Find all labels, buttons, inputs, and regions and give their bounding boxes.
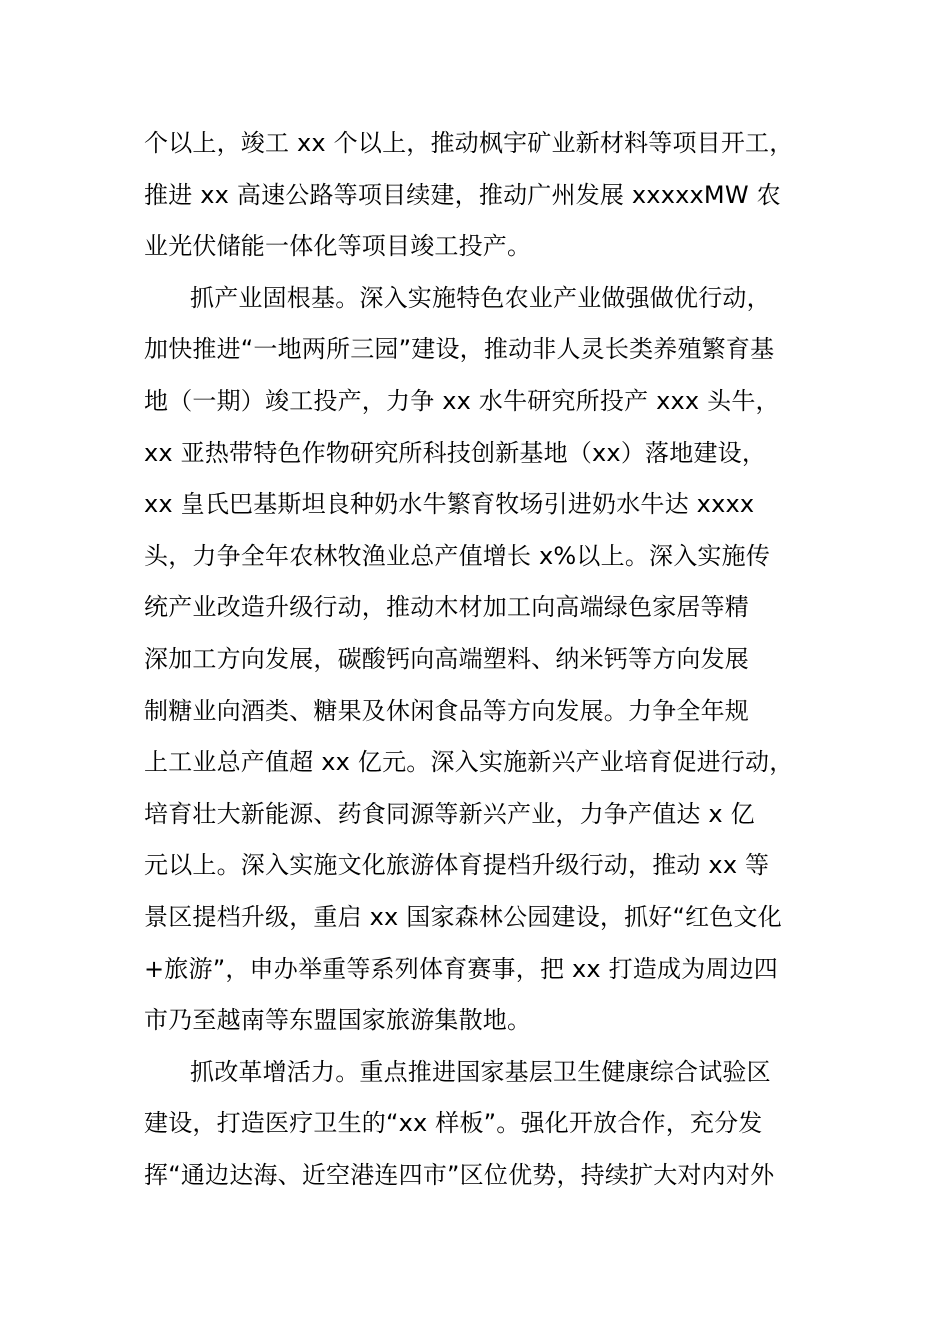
text-line: 挥“通边达海、近空港连四市”区位优势，持续扩大对内对外 — [144, 1160, 775, 1189]
text-line: 上工业总产值超 xx 亿元。深入实施新兴产业培育促进行动， — [144, 748, 794, 777]
paragraph-start-line: 抓改革增活力。重点推进国家基层卫生健康综合试验区 — [190, 1057, 771, 1086]
text-line: 元以上。深入实施文化旅游体育提档升级行动，推动 xx 等 — [144, 851, 770, 880]
text-line: 培育壮大新能源、药食同源等新兴产业，力争产值达 x 亿 — [144, 799, 755, 828]
text-line: 地（一期）竣工投产，力争 xx 水牛研究所投产 xxx 头牛， — [144, 386, 780, 415]
text-line: 个以上，竣工 xx 个以上，推动枫宇矿业新材料等项目开工， — [144, 129, 794, 157]
text-line: 深加工方向发展，碳酸钙向高端塑料、纳米钙等方向发展 — [144, 644, 749, 673]
text-line: 推进 xx 高速公路等项目续建，推动广州发展 xxxxxMW 农 — [144, 180, 781, 209]
text-line: xx 亚热带特色作物研究所科技创新基地（xx）落地建设， — [144, 438, 767, 467]
text-line: 景区提档升级，重启 xx 国家森林公园建设，抓好“红色文化 — [144, 902, 782, 931]
paragraph-start-line: 抓产业固根基。深入实施特色农业产业做强做优行动， — [190, 283, 771, 312]
text-line: 头，力争全年农林牧渔业总产值增长 x%以上。深入实施传 — [144, 541, 771, 570]
text-line: 加快推进“一地两所三园”建设，推动非人灵长类养殖繁育基 — [144, 335, 775, 364]
text-line: 业光伏储能一体化等项目竣工投产。 — [144, 232, 532, 261]
text-line: 制糖业向酒类、糖果及休闲食品等方向发展。力争全年规 — [144, 696, 749, 725]
text-line: xx 皇氏巴基斯坦良种奶水牛繁育牧场引进奶水牛达 xxxx — [144, 490, 755, 519]
body-text — [144, 118, 844, 1201]
text-line: +旅游”，申办举重等系列体育赛事，把 xx 打造成为周边四 — [144, 954, 779, 983]
text-line: 建设，打造医疗卫生的“xx 样板”。强化开放合作，充分发 — [144, 1109, 763, 1138]
text-line: 市乃至越南等东盟国家旅游集散地。 — [144, 1006, 532, 1035]
text-line: 统产业改造升级行动，推动木材加工向高端绿色家居等精 — [144, 593, 749, 622]
